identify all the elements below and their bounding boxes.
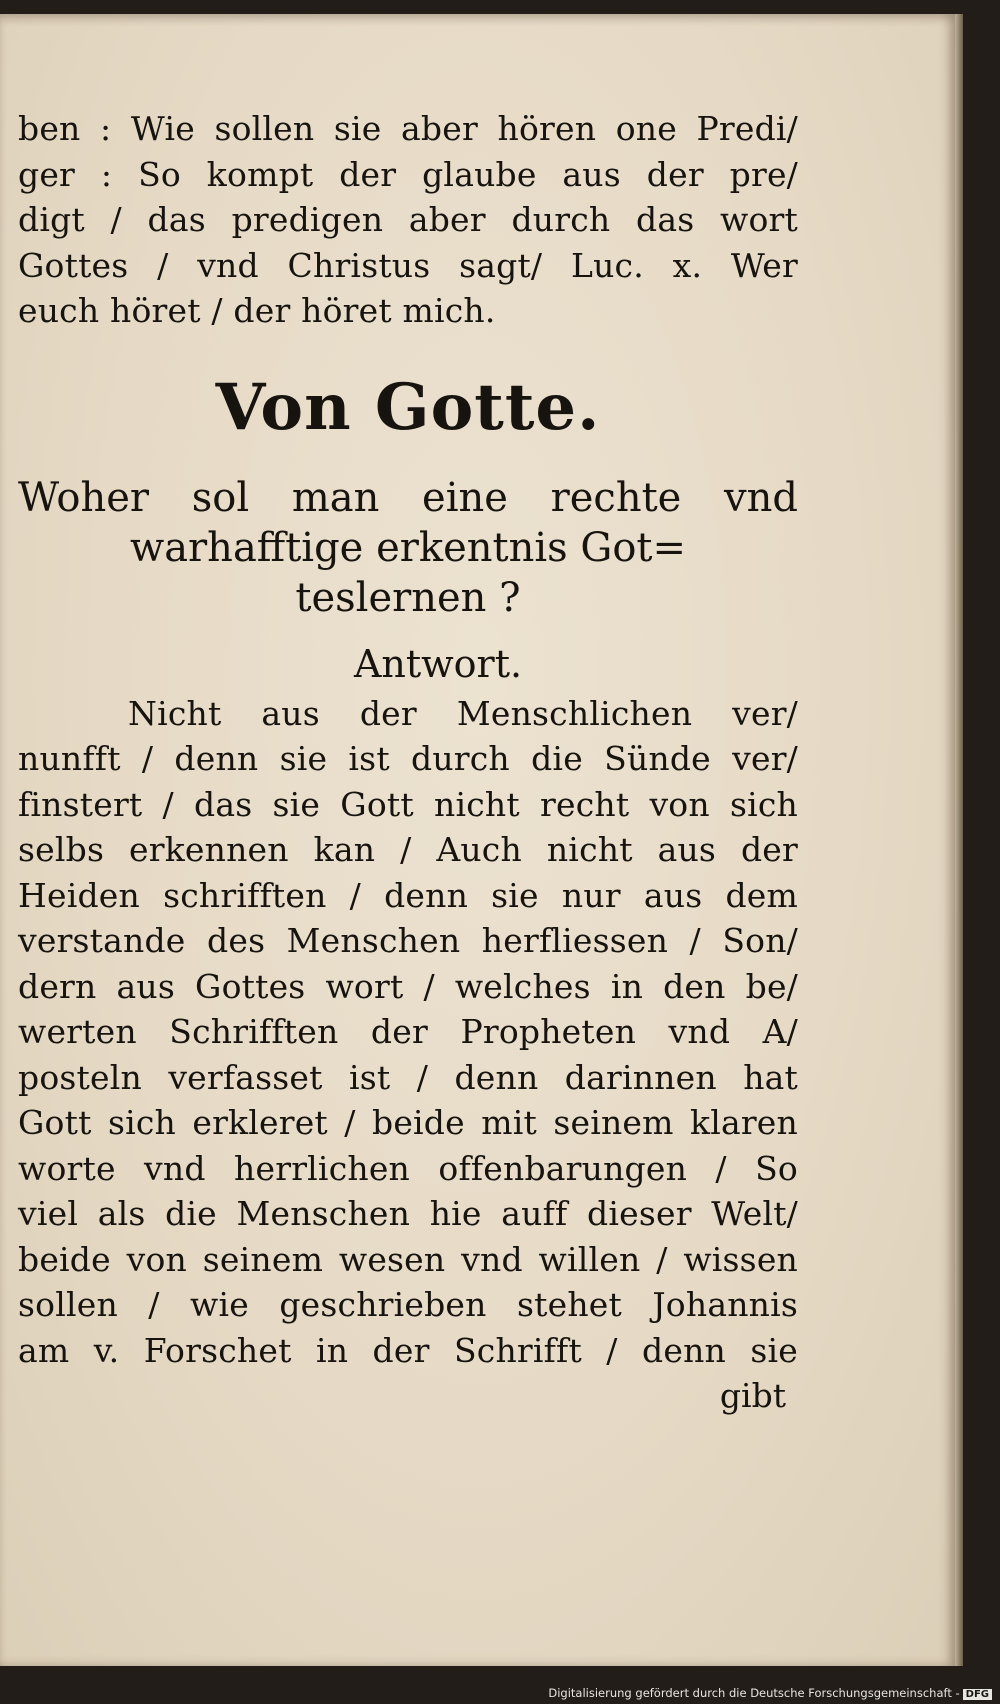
section-heading: Von Gotte. bbox=[215, 369, 601, 445]
answer-label: Antwort. bbox=[353, 641, 523, 686]
text-line: am v. Forschet in der Schrifft / denn sie bbox=[18, 1330, 798, 1370]
question-line: warhafftige erkentnis Got= bbox=[129, 524, 687, 571]
text-line: verstande des Menschen herfliessen / Son/ bbox=[18, 921, 798, 960]
text-line: selbs erkennen kan / Auch nicht aus der bbox=[18, 830, 798, 869]
text-line: viel als die Menschen hie auff dieser Welt/ bbox=[18, 1194, 798, 1233]
text-line: digt / das predigen aber durch das wort bbox=[18, 200, 798, 239]
text-line: dern aus Gottes wort / welches in den be/ bbox=[18, 966, 798, 1006]
text-line: Heiden schrifften / denn sie nur aus dem bbox=[18, 875, 798, 915]
text-line: werten Schrifften der Propheten vnd A/ bbox=[18, 1012, 798, 1051]
question-line: Woher sol man eine rechte vnd bbox=[18, 474, 798, 521]
text-line: Nicht aus der Menschlichen ver/ bbox=[128, 693, 798, 733]
text-line: Gottes / vnd Christus sagt/ Luc. x. Wer bbox=[18, 245, 798, 285]
text-line: ger : So kompt der glaube aus der pre/ bbox=[18, 154, 798, 194]
text-line: sollen / wie geschrieben stehet Johannis bbox=[18, 1285, 798, 1324]
footer-text: Digitalisierung gefördert durch die Deutsche Forschungsgemeinschaft - bbox=[548, 1686, 960, 1700]
text-line: finstert / das sie Gott nicht recht von sich bbox=[18, 784, 798, 824]
text-line: posteln verfasset ist / denn darinnen hat bbox=[18, 1057, 798, 1097]
page-edge bbox=[955, 14, 963, 1666]
digitization-footer bbox=[548, 1686, 992, 1700]
text-line: beide von seinem wesen vnd willen / wissen bbox=[18, 1239, 798, 1279]
catchword: gibt bbox=[719, 1376, 786, 1415]
text-line: ben : Wie sollen sie aber hören one Predi/ bbox=[18, 109, 798, 148]
text-line: nunfft / denn sie ist durch die Sünde ver/ bbox=[18, 739, 798, 778]
page-text bbox=[18, 106, 798, 1418]
text-line: worte vnd herrlichen offenbarungen / So bbox=[18, 1148, 798, 1188]
dfg-logo: DFG bbox=[963, 1689, 992, 1700]
text-line: Gott sich erkleret / beide mit seinem klaren bbox=[18, 1103, 798, 1142]
text-line: euch höret / der höret mich. bbox=[18, 291, 496, 330]
question-line: teslernen ? bbox=[295, 574, 521, 621]
